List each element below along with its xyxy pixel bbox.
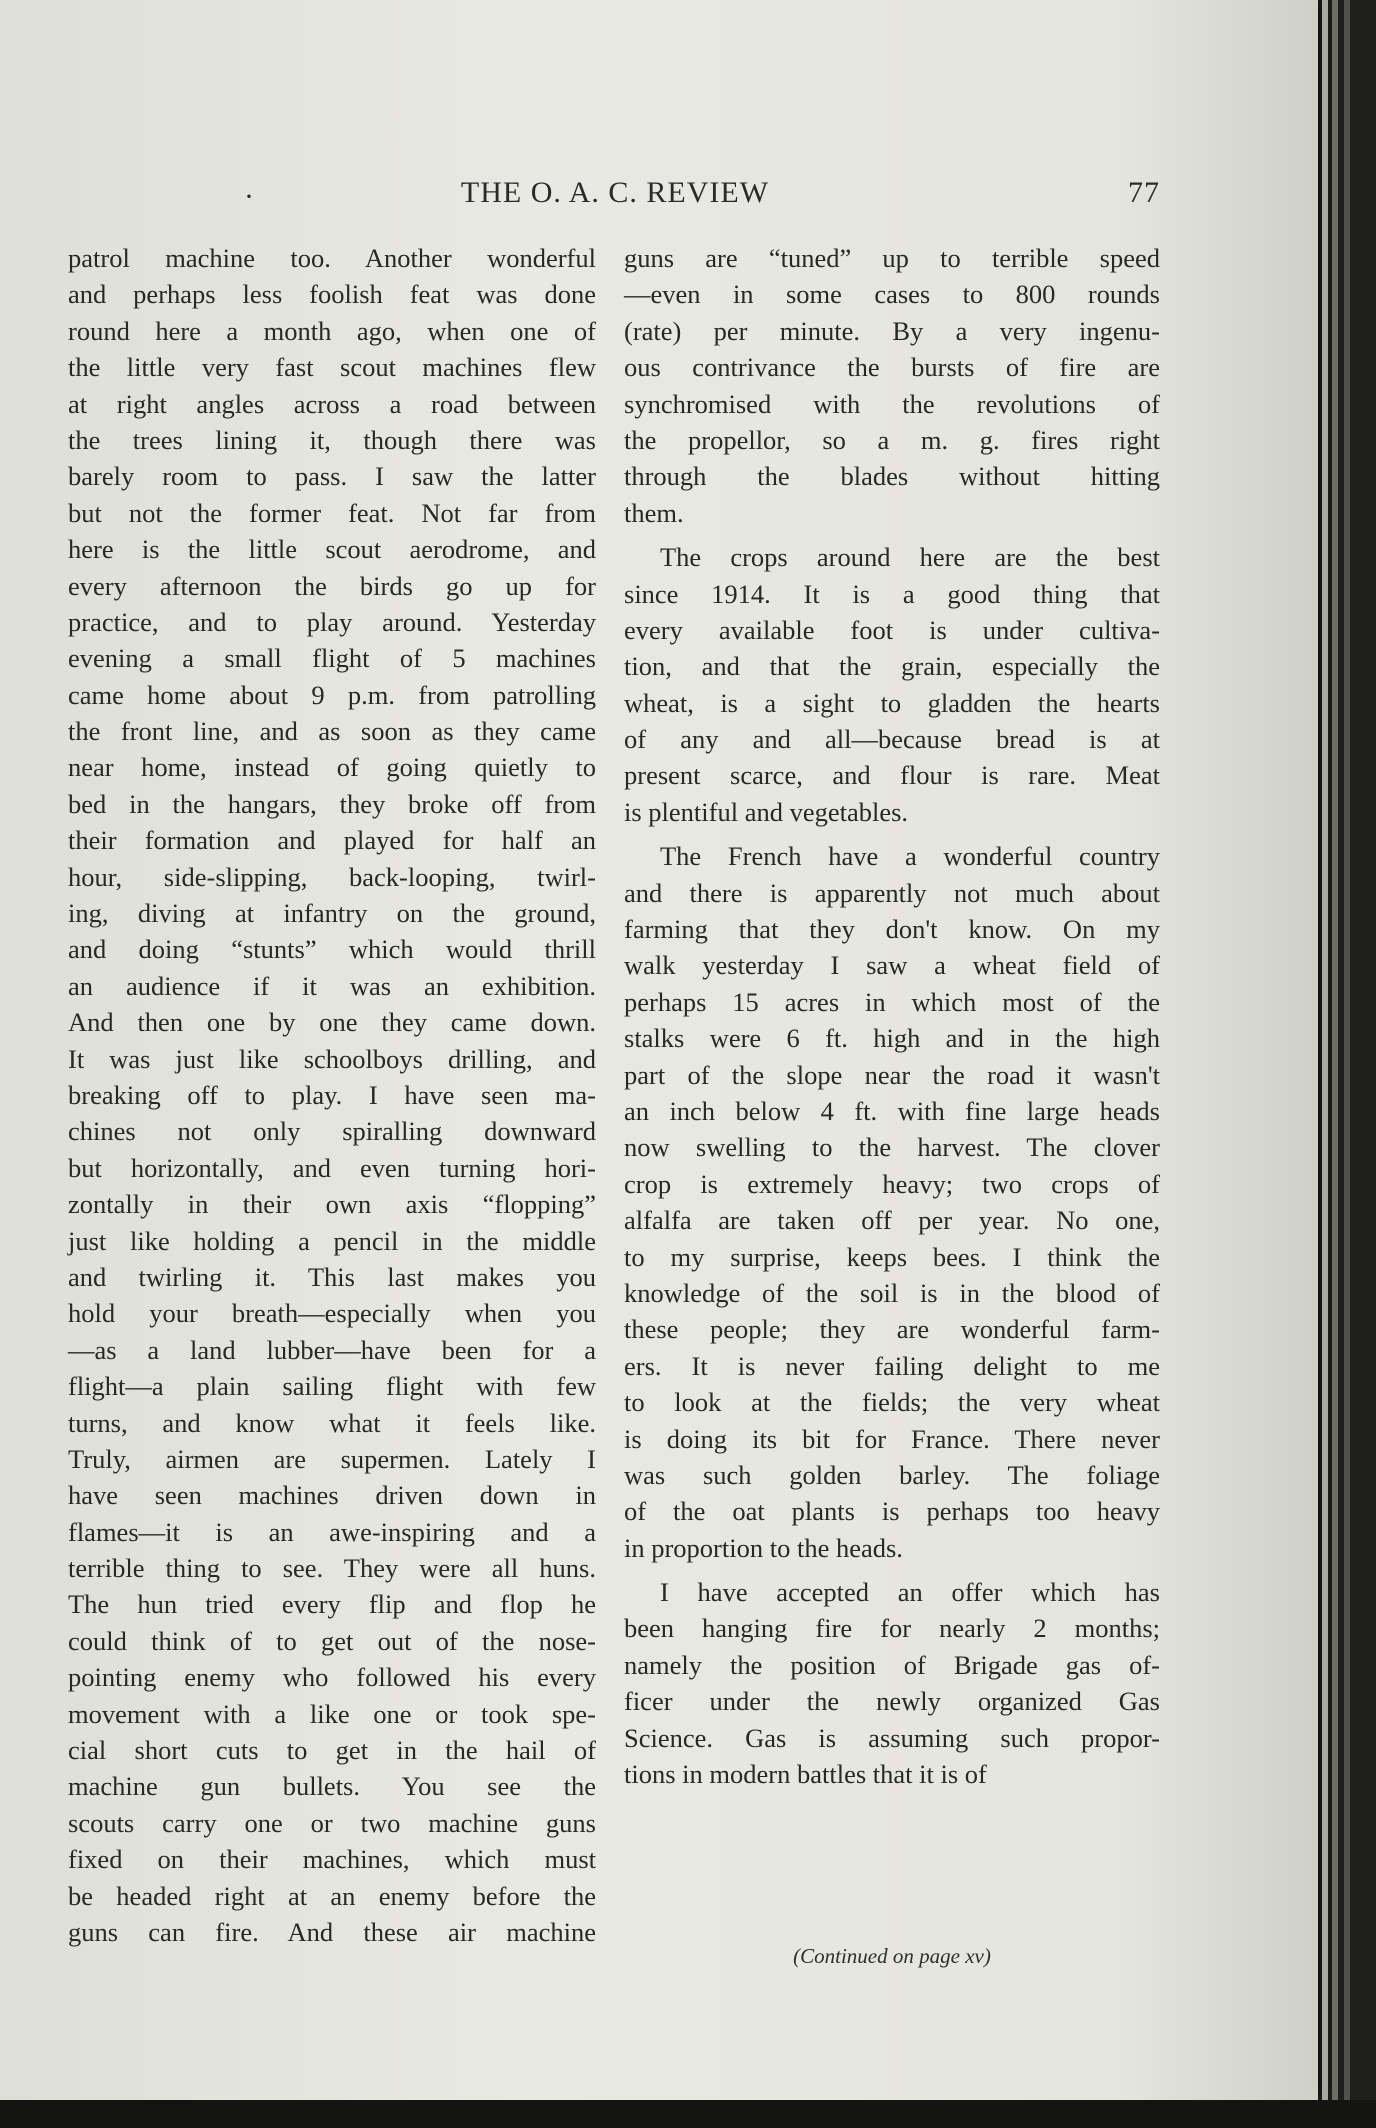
paragraph-gap — [624, 830, 1160, 838]
text-line: the little very fast scout machines flew — [68, 352, 596, 383]
text-line: The French have a wonderful country — [660, 841, 1160, 872]
text-line: the trees lining it, though there was — [68, 424, 596, 455]
text-line: (rate) per minute. By a very ingenu- — [624, 315, 1160, 346]
text-line: flames—it is an awe-inspiring and a — [68, 1516, 596, 1547]
page-number: 77 — [1128, 176, 1160, 209]
journal-title: THE O. A. C. REVIEW — [460, 176, 770, 209]
text-line: fixed on their machines, which must — [68, 1844, 596, 1875]
text-line: barely room to pass. I saw the latter — [68, 461, 596, 492]
text-line: synchromised with the revolutions of — [624, 388, 1160, 419]
text-line: of any and all—because bread is at — [624, 724, 1160, 755]
text-line: present scarce, and flour is rare. Meat — [624, 760, 1160, 791]
text-line: machine gun bullets. You see the — [68, 1771, 596, 1802]
text-line: is doing its bit for France. There never — [624, 1423, 1160, 1454]
text-line: The hun tried every flip and flop he — [68, 1589, 596, 1620]
text-line: in proportion to the heads. — [624, 1532, 903, 1563]
text-line: stalks were 6 ft. high and in the high — [624, 1023, 1160, 1054]
text-line: now swelling to the harvest. The clover — [624, 1132, 1160, 1163]
running-header — [70, 176, 1160, 216]
paragraph-gap — [624, 531, 1160, 539]
text-line: tions in modern battles that it is of — [624, 1759, 987, 1790]
text-line: Truly, airmen are supermen. Lately I — [68, 1443, 596, 1474]
text-line: wheat, is a sight to gladden the hearts — [624, 687, 1160, 718]
text-line: to my surprise, keeps bees. I think the — [624, 1241, 1160, 1272]
text-line: the front line, and as soon as they came — [68, 716, 596, 747]
text-line: have seen machines driven down in — [68, 1480, 596, 1511]
text-line: of the oat plants is perhaps too heavy — [624, 1496, 1160, 1527]
text-line: these people; they are wonderful farm- — [624, 1314, 1160, 1345]
text-line: near home, instead of going quietly to — [68, 752, 596, 783]
text-line: round here a month ago, when one of — [68, 315, 596, 346]
text-line: part of the slope near the road it wasn't — [624, 1059, 1160, 1090]
text-line: since 1914. It is a good thing that — [624, 578, 1160, 609]
text-line: The crops around here are the best — [660, 542, 1160, 573]
text-line: was such golden barley. The foliage — [624, 1459, 1160, 1490]
text-line: walk yesterday I saw a wheat field of — [624, 950, 1160, 981]
text-line: tion, and that the grain, especially the — [624, 651, 1160, 682]
continued-note: (Continued on page xv) — [793, 1944, 991, 1968]
text-line: Science. Gas is assuming such propor- — [624, 1722, 1160, 1753]
text-line: an inch below 4 ft. with fine large heads — [624, 1095, 1160, 1126]
text-line: evening a small flight of 5 machines — [68, 643, 596, 674]
text-line: hour, side-slipping, back-looping, twirl- — [68, 861, 596, 892]
text-line: every afternoon the birds go up for — [68, 570, 596, 601]
text-line: alfalfa are taken off per year. No one, — [624, 1205, 1160, 1236]
text-line: bed in the hangars, they broke off from — [68, 788, 596, 819]
text-line: cial short cuts to get in the hail of — [68, 1735, 596, 1766]
text-line: zontally in their own axis “flopping” — [68, 1189, 596, 1220]
text-line: been hanging fire for nearly 2 months; — [624, 1613, 1160, 1644]
text-line: —even in some cases to 800 rounds — [624, 279, 1160, 310]
text-line: ficer under the newly organized Gas — [624, 1686, 1160, 1717]
text-line: every available foot is under cultiva- — [624, 614, 1160, 645]
text-line: them. — [624, 497, 684, 528]
text-line: hold your breath—especially when you — [68, 1298, 596, 1329]
text-line: It was just like schoolboys drilling, and — [68, 1043, 596, 1074]
text-line: movement with a like one or took spe- — [68, 1698, 596, 1729]
text-line: at right angles across a road between — [68, 388, 596, 419]
paragraph — [624, 240, 1160, 531]
page-edge — [1332, 0, 1338, 2120]
text-line: an audience if it was an exhibition. — [68, 970, 596, 1001]
text-line: be headed right at an enemy before the — [68, 1880, 596, 1911]
text-line: ing, diving at infantry on the ground, — [68, 898, 596, 929]
text-line: their formation and played for half an — [68, 825, 596, 856]
text-line: guns can fire. And these air machine — [68, 1916, 596, 1947]
text-line: breaking off to play. I have seen ma- — [68, 1079, 596, 1110]
text-line: pointing enemy who followed his every — [68, 1662, 596, 1693]
left-column — [68, 240, 596, 1950]
text-line: crop is extremely heavy; two crops of — [624, 1168, 1160, 1199]
header-mark: · — [244, 180, 255, 213]
right-column — [624, 240, 1160, 1792]
text-line: and doing “stunts” which would thrill — [68, 934, 596, 965]
page-edge — [1344, 0, 1350, 2120]
text-line: perhaps 15 acres in which most of the — [624, 986, 1160, 1017]
paragraph — [624, 838, 1160, 1566]
text-line: and twirling it. This last makes you — [68, 1261, 596, 1292]
text-line: ous contrivance the bursts of fire are — [624, 352, 1160, 383]
text-line: practice, and to play around. Yesterday — [68, 606, 596, 637]
text-line: chines not only spiralling downward — [68, 1116, 596, 1147]
text-line: namely the position of Brigade gas of- — [624, 1649, 1160, 1680]
scanner-background — [0, 2100, 1376, 2128]
text-line: And then one by one they came down. — [68, 1007, 596, 1038]
text-line: through the blades without hitting — [624, 461, 1160, 492]
text-line: but horizontally, and even turning hori- — [68, 1152, 596, 1183]
text-line: knowledge of the soil is in the blood of — [624, 1277, 1160, 1308]
text-line: farming that they don't know. On my — [624, 914, 1160, 945]
text-line: could think of to get out of the nose- — [68, 1625, 596, 1656]
text-line: and perhaps less foolish feat was done — [68, 279, 596, 310]
text-line: flight—a plain sailing flight with few — [68, 1371, 596, 1402]
text-line: ers. It is never failing delight to me — [624, 1350, 1160, 1381]
text-line: the propellor, so a m. g. fires right — [624, 424, 1160, 455]
text-line: just like holding a pencil in the middle — [68, 1225, 596, 1256]
text-line: here is the little scout aerodrome, and — [68, 534, 596, 565]
paragraph-gap — [624, 1566, 1160, 1574]
paragraph — [624, 539, 1160, 830]
text-line: and there is apparently not much about — [624, 877, 1160, 908]
text-line: came home about 9 p.m. from patrolling — [68, 679, 596, 710]
text-line: guns are “tuned” up to terrible speed — [624, 243, 1160, 273]
text-line: scouts carry one or two machine guns — [68, 1807, 596, 1838]
paragraph — [624, 1574, 1160, 1792]
text-line: —as a land lubber—have been for a — [68, 1334, 596, 1365]
page-edge — [1322, 0, 1328, 2120]
text-line: but not the former feat. Not far from — [68, 497, 596, 528]
text-line: to look at the fields; the very wheat — [624, 1387, 1160, 1418]
text-line: I have accepted an offer which has — [660, 1577, 1160, 1608]
text-line: turns, and know what it feels like. — [68, 1407, 596, 1438]
text-line: is plentiful and vegetables. — [624, 796, 909, 827]
text-line: terrible thing to see. They were all huns. — [68, 1553, 596, 1584]
text-line: patrol machine too. Another wonderful — [68, 243, 596, 273]
